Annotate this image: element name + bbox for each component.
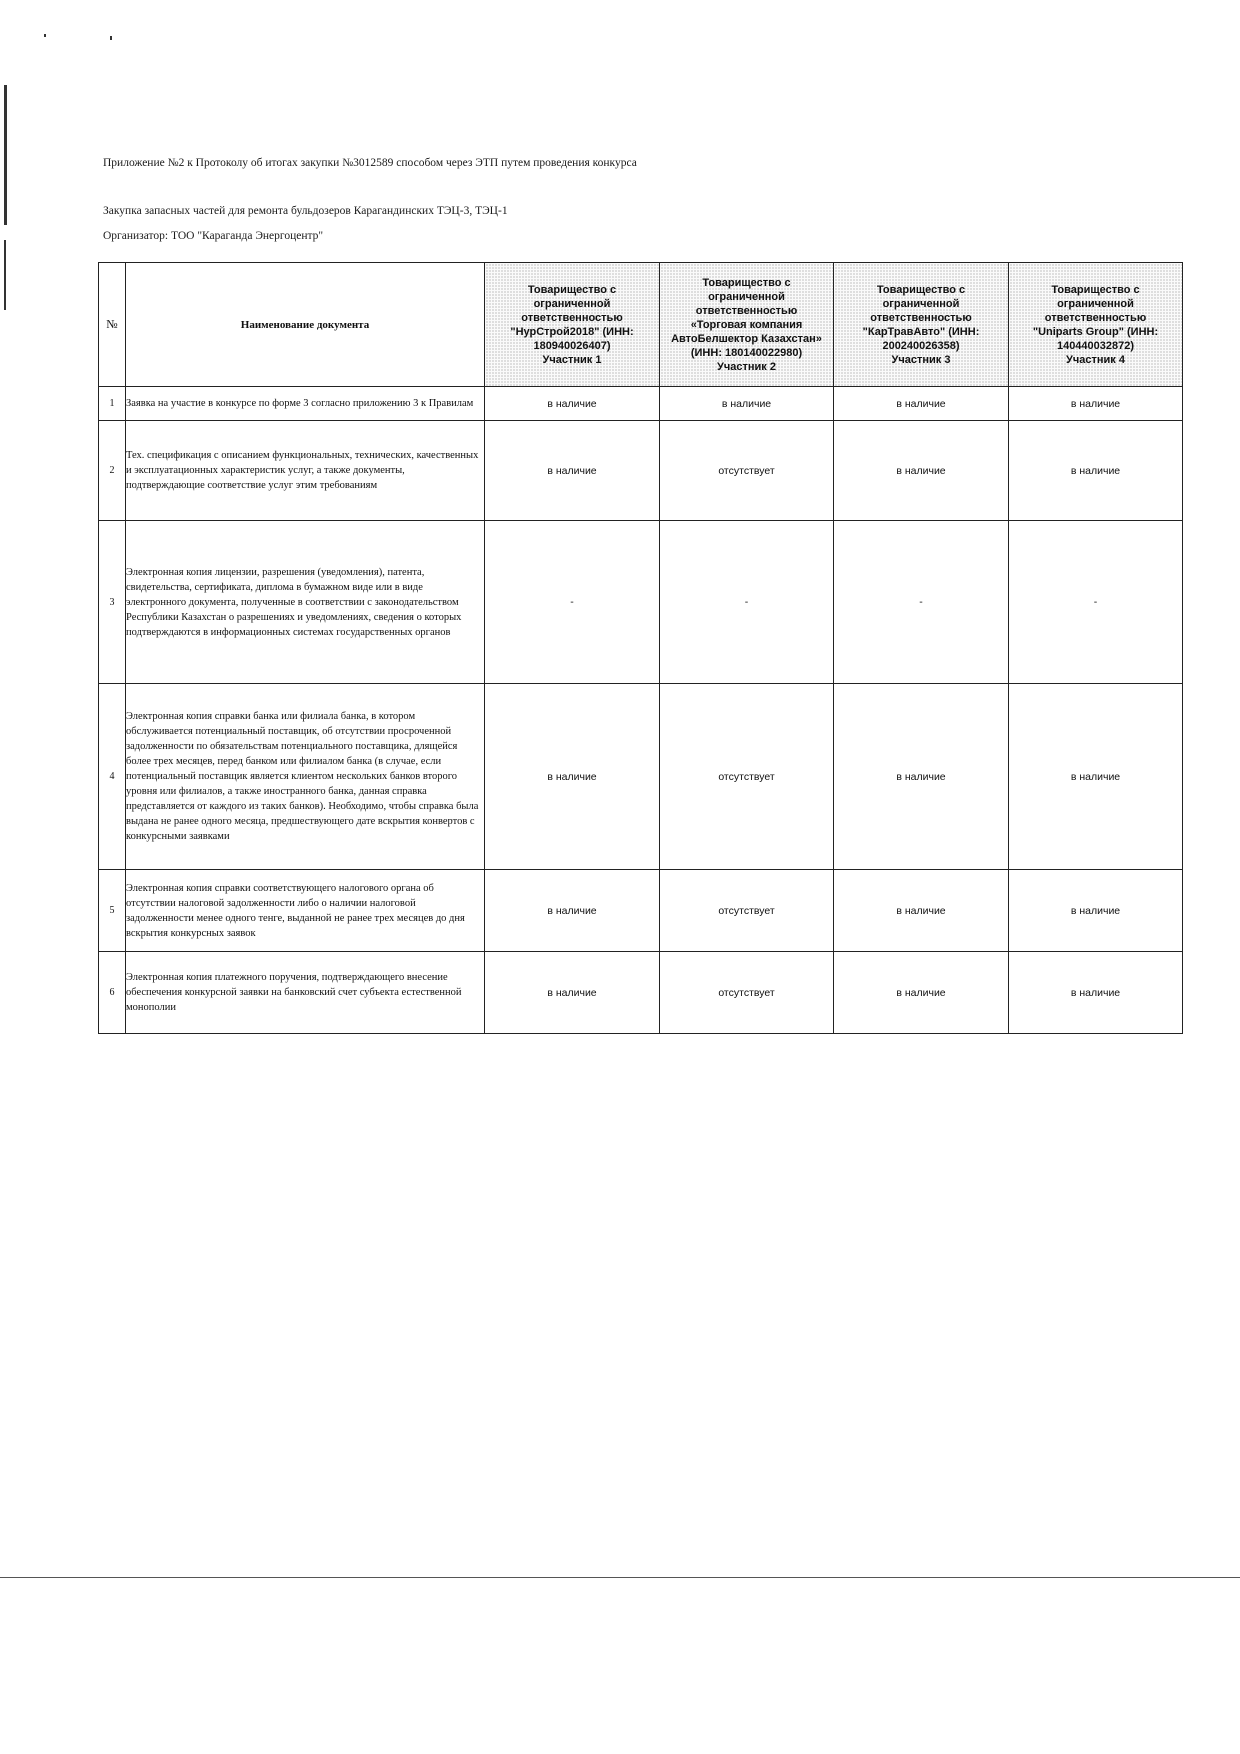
- row-number: 4: [99, 684, 126, 870]
- participant-header-line: ответственностью: [870, 311, 972, 324]
- document-name: Тех. спецификация с описанием функциональных, технических, качественных и эксплуатационных характеристик услуг, а также документы, подтверждающие соответствие услуг этим требованиям: [126, 421, 485, 521]
- table-row: [99, 387, 1183, 421]
- participant-status: в наличие: [834, 870, 1009, 952]
- row-number: 3: [99, 521, 126, 684]
- participant-header-line: "НурСтрой2018" (ИНН:: [510, 325, 634, 338]
- participant-header-line: Товарищество с: [876, 283, 966, 296]
- table-row: [99, 870, 1183, 952]
- participant-header-line: АвтоБелшектор Казахстан»: [671, 332, 822, 345]
- column-header-number: №: [99, 263, 126, 387]
- participant-status: -: [1009, 521, 1183, 684]
- participant-header-line: 200240026358): [882, 339, 960, 352]
- participant-status: в наличие: [1009, 870, 1183, 952]
- participant-header-line: ответственностью: [521, 311, 623, 324]
- participant-status: отсутствует: [660, 421, 834, 521]
- table-row: [99, 952, 1183, 1034]
- participant-header-line: Участник 4: [1066, 353, 1125, 366]
- participant-header-line: (ИНН: 180140022980): [690, 346, 803, 359]
- participant-header: [834, 263, 1009, 387]
- scan-mark: [4, 240, 6, 310]
- participant-status: -: [660, 521, 834, 684]
- scan-mark: [44, 34, 46, 37]
- row-number: 5: [99, 870, 126, 952]
- participant-header-line: ответственностью: [1044, 311, 1147, 324]
- participant-status: в наличие: [485, 952, 660, 1034]
- participant-status: в наличие: [1009, 952, 1183, 1034]
- column-header-document-name: Наименование документа: [126, 263, 485, 387]
- protocol-title: Приложение №2 к Протоколу об итогах закупки №3012589 способом через ЭТП путем проведения конкурса: [103, 157, 637, 169]
- participant-status: -: [485, 521, 660, 684]
- scan-mark: [110, 36, 112, 40]
- participant-status: в наличие: [834, 684, 1009, 870]
- row-number: 2: [99, 421, 126, 521]
- document-name: Электронная копия лицензии, разрешения (уведомления), патента, свидетельства, сертификата, диплома в бумажном виде или в виде электронного документа, полученные в соответствии с законодательством Республики Казахстан о разрешениях и уведомлениях, сведения о которых подтверждаются в информационных системах государственных органов: [126, 521, 485, 684]
- participant-status: в наличие: [1009, 421, 1183, 521]
- organizer-line: Организатор: ТОО "Караганда Энергоцентр": [103, 230, 324, 242]
- participant-status: в наличие: [1009, 684, 1183, 870]
- table-row: [99, 684, 1183, 870]
- document-name: Электронная копия справки банка или филиала банка, в котором обслуживается потенциальный поставщик, об отсутствии просроченной задолженности по обязательствам потенциального поставщика, длящейся более трех месяцев, перед банком или филиалом банка (в случае, если потенциальный поставщик является клиентом нескольких банков второго уровня или филиалов, а также иностранного банка, данная справка представляется от каждого из таких банков). Необходимо, чтобы справка была выдана не ранее одного месяца, предшествующего дате вскрытия конвертов с конкурсными заявками: [126, 684, 485, 870]
- participant-status: -: [834, 521, 1009, 684]
- participant-header-line: ограниченной: [533, 297, 611, 310]
- participant-status: в наличие: [834, 421, 1009, 521]
- table-row: [99, 421, 1183, 521]
- participant-status: в наличие: [834, 387, 1009, 421]
- participant-header-line: Товарищество с: [1051, 283, 1140, 296]
- participant-status: в наличие: [1009, 387, 1183, 421]
- document-name: Электронная копия справки соответствующего налогового органа об отсутствии налоговой задолженности либо о наличии налоговой задолженности менее одного тенге, выданной не ранее трех месяцев до дня вскрытия конкурсных заявок: [126, 870, 485, 952]
- participant-header-line: ответственностью: [695, 304, 798, 317]
- purchase-subject: Закупка запасных частей для ремонта бульдозеров Карагандинских ТЭЦ-3, ТЭЦ-1: [103, 205, 508, 217]
- page-divider: [0, 1577, 1240, 1578]
- participant-header: [660, 263, 834, 387]
- participant-header-line: ограниченной: [882, 297, 960, 310]
- participant-status: в наличие: [485, 387, 660, 421]
- participant-status: в наличие: [485, 870, 660, 952]
- documents-table: [98, 262, 1183, 1034]
- row-number: 1: [99, 387, 126, 421]
- participant-header: [1009, 263, 1183, 387]
- participant-header-line: "КарТравАвто" (ИНН:: [862, 325, 980, 338]
- participant-status: отсутствует: [660, 870, 834, 952]
- scan-mark: [4, 85, 7, 225]
- participant-header: [485, 263, 660, 387]
- participant-header-line: «Торговая компания: [690, 318, 803, 331]
- participant-status: отсутствует: [660, 952, 834, 1034]
- row-number: 6: [99, 952, 126, 1034]
- participant-status: в наличие: [485, 684, 660, 870]
- document-name: Заявка на участие в конкурсе по форме 3 согласно приложению 3 к Правилам: [126, 387, 485, 421]
- table-row: [99, 521, 1183, 684]
- participant-header-line: ограниченной: [708, 290, 785, 303]
- participant-header-line: 140440032872): [1056, 339, 1135, 352]
- participant-status: в наличие: [660, 387, 834, 421]
- participant-header-line: Товарищество с: [702, 276, 791, 289]
- participant-header-line: Товарищество с: [527, 283, 617, 296]
- participant-header-line: Участник 1: [542, 353, 602, 366]
- participant-header-line: Участник 3: [891, 353, 951, 366]
- table-header-row: [99, 263, 1183, 387]
- participant-status: отсутствует: [660, 684, 834, 870]
- document-name: Электронная копия платежного поручения, подтверждающего внесение обеспечения конкурсной заявки на банковский счет субъекта естественной монополии: [126, 952, 485, 1034]
- participant-header-line: "Uniparts Group" (ИНН:: [1032, 325, 1159, 338]
- participant-header-line: 180940026407): [533, 339, 611, 352]
- participant-header-line: Участник 2: [717, 360, 776, 373]
- participant-status: в наличие: [485, 421, 660, 521]
- participant-status: в наличие: [834, 952, 1009, 1034]
- participant-header-line: ограниченной: [1057, 297, 1134, 310]
